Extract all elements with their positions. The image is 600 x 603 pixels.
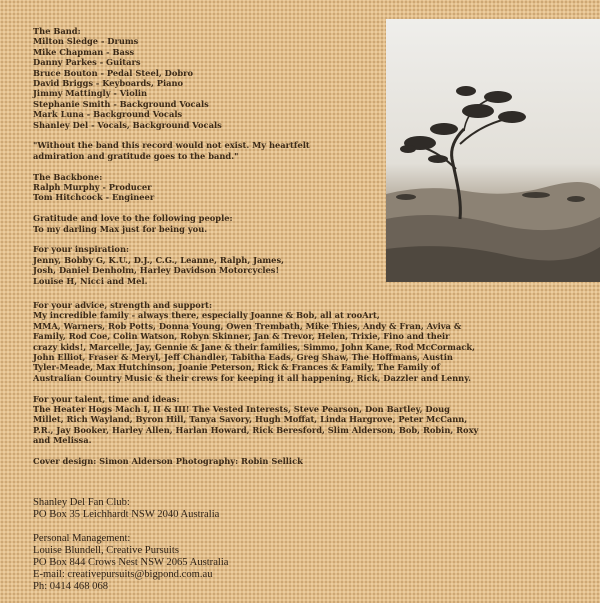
credits-bottom [33,300,593,466]
advice-heading: For your advice, strength and support: [33,300,213,310]
tree-photo-graphic [386,19,600,282]
management-heading: Personal Management: [33,533,131,544]
management-address: PO Box 844 Crows Nest NSW 2065 Australia [33,557,229,568]
advice-line: crazy kids!, Marcelle, Jay, Gennie & Jane & their families, Simmo, John Kane, Rod McCormack, [33,341,476,352]
fan-club-heading: Shanley Del Fan Club: [33,497,130,508]
contact-info [33,497,553,593]
spacer [33,521,553,533]
inspiration-heading: For your inspiration: [33,244,130,255]
advice-line: My incredible family - always there, especially Joanne & Bob, all at rooArt, [33,310,380,321]
talent-line: and Melissa. [33,435,92,446]
talent-line: Millet, Rich Wayland, Byron Hill, Tanya Savory, Hugh Moffat, Linda Hargrove, Peter McCann, [33,414,468,425]
tree-landscape-photo [386,19,600,282]
band-member: David Briggs - Keyboards, Piano [33,78,184,89]
cover-credits [33,456,593,466]
advice-section [33,300,593,383]
gratitude-line: To my darling Max just for being you. [33,223,208,234]
credits-top [33,26,393,286]
gratitude-line: Gratitude and love to the following people: [33,213,233,224]
talent-line: The Heater Hogs Mach I, II & III! The Vested Interests, Steve Pearson, Don Bartley, Doug [33,404,450,415]
inspiration-section [33,244,393,286]
band-heading: The Band: [33,26,81,36]
advice-line: MMA, Warners, Rob Potts, Donna Young, Owen Trembath, Mike Thies, Andy & Fran, Aviva & [33,320,462,331]
advice-line: Tyler-Meade, Max Hutchinson, Joanie Peterson, Rick & Frances & Family, The Family of [33,362,441,373]
inspiration-line: Louise H, Nicci and Mel. [33,275,148,286]
band-member: Shanley Del - Vocals, Background Vocals [33,119,222,130]
talent-heading: For your talent, time and ideas: [33,393,180,404]
talent-section [33,394,593,446]
advice-line: Family, Rod Coe, Colin Watson, Robyn Skinner, Jan & Trevor, Helen, Trixie, Fino and their [33,331,450,342]
backbone-member: Tom Hitchcock - Engineer [33,192,155,203]
band-quote [33,140,393,161]
quote-line: "Without the band this record would not exist. My heartfelt [33,140,310,151]
fan-club-address: PO Box 35 Leichhardt NSW 2040 Australia [33,509,220,520]
backbone-member: Ralph Murphy - Producer [33,182,152,193]
band-member: Mike Chapman - Bass [33,46,135,57]
management-phone: Ph: 0414 468 068 [33,581,109,592]
band-member: Stephanie Smith - Background Vocals [33,98,209,109]
band-member: Danny Parkes - Guitars [33,57,141,68]
advice-line: Australian Country Music & their crews for keeping it all happening, Rick, Dazzler and Lenny. [33,372,471,383]
band-section [33,26,393,130]
backbone-heading: The Backbone: [33,171,103,182]
quote-line: admiration and gratitude goes to the band." [33,150,239,161]
band-member: Bruce Bouton - Pedal Steel, Dobro [33,67,194,78]
band-member: Milton Sledge - Drums [33,36,139,47]
band-member: Mark Luna - Background Vocals [33,109,183,120]
cover-line: Cover design: Simon Alderson Photography: Robin Sellick [33,456,303,467]
talent-line: P.R., Jay Booker, Harley Allen, Harlan Howard, Rick Beresford, Slim Alderson, Bob, Robin, Roxy [33,424,479,435]
inspiration-line: Jenny, Bobby G, K.U., D.J., C.G., Leanne, Ralph, James, [33,254,285,265]
inspiration-line: Josh, Daniel Denholm, Harley Davidson Motorcycles! [33,265,280,276]
gratitude-section [33,213,393,234]
management-name: Louise Blundell, Creative Pursuits [33,545,179,556]
advice-line: John Elliot, Fraser & Meryl, Jeff Chandler, Tabitha Eads, Greg Shaw, The Hoffmans, Austin [33,352,453,363]
management-email: E-mail: creativepursuits@bigpond.com.au [33,569,213,580]
backbone-section [33,172,393,203]
band-member: Jimmy Mattingly - Violin [33,88,148,99]
